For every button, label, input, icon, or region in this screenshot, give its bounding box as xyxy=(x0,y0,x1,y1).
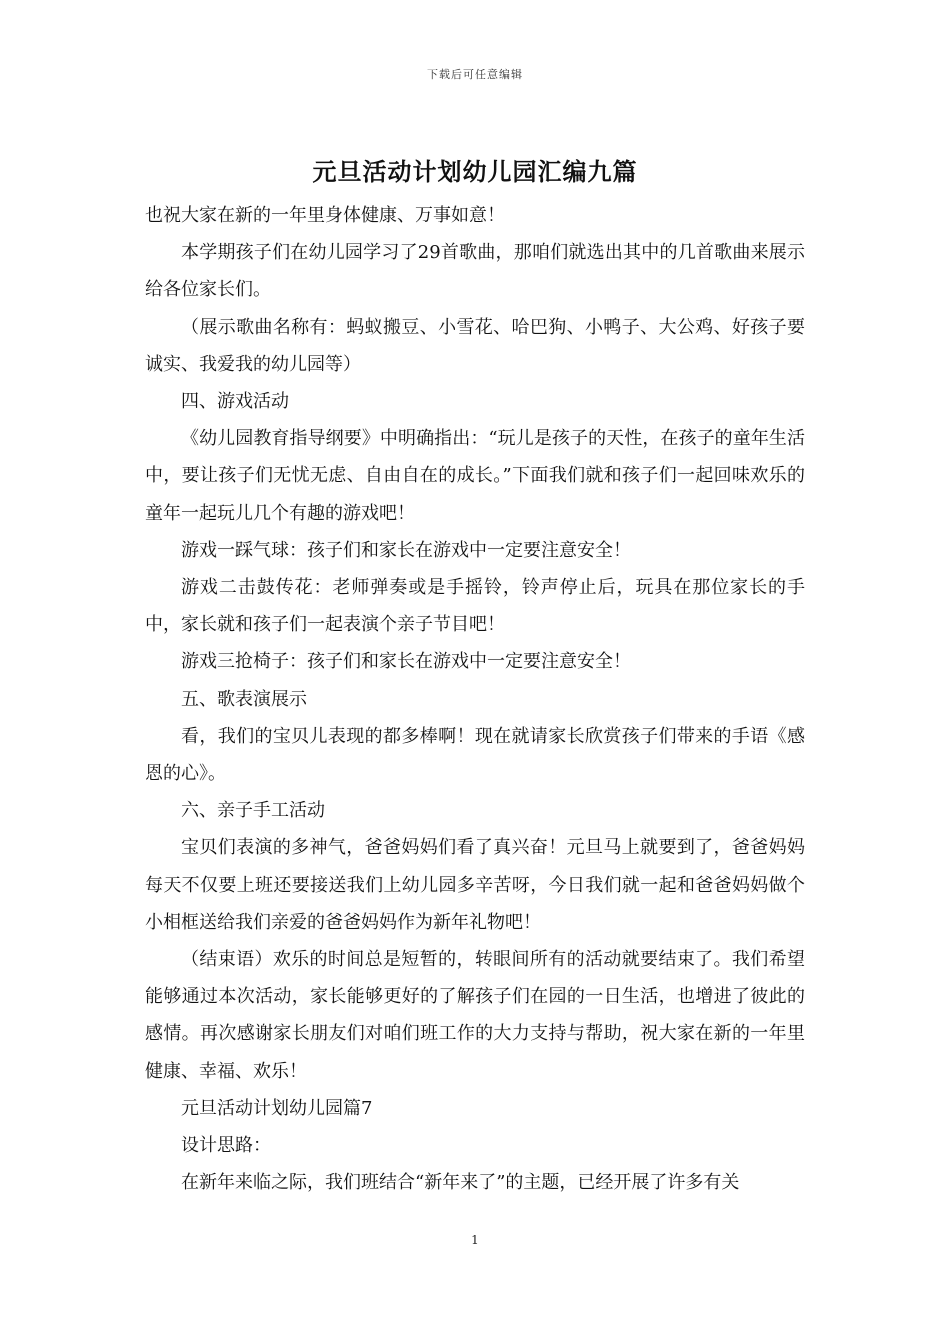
document-title: 元旦活动计划幼儿园汇编九篇 xyxy=(312,157,638,186)
section-heading: 元旦活动计划幼儿园篇7 xyxy=(181,1097,373,1119)
paragraph: 游戏三抢椅子：孩子们和家长在游戏中一定要注意安全！ xyxy=(181,651,631,673)
paragraph: 游戏一踩气球：孩子们和家长在游戏中一定要注意安全！ xyxy=(181,539,631,561)
paragraph: 设计思路： xyxy=(181,1135,271,1157)
paragraph: 看，我们的宝贝儿表现的都多棒啊！现在就请家长欣赏孩子们带来的手语《感恩的心》。 xyxy=(145,725,805,785)
paragraph: 游戏二击鼓传花：老师弹奏或是手摇铃，铃声停止后，玩具在那位家长的手中，家长就和孩子们一起表演个亲子节目吧！ xyxy=(145,577,805,636)
paragraph: 在新年来临之际，我们班结合“新年来了”的主题，已经开展了许多有关 xyxy=(181,1172,740,1194)
document-body xyxy=(145,197,805,1201)
paragraph: （结束语）欢乐的时间总是短暂的，转眼间所有的活动就要结束了。我们希望能够通过本次活动，家长能够更好的了解孩子们在园的一日生活，也增进了彼此的感情。再次感谢家长朋友们对咱们班工作的大力支持与帮助，祝大家在新的一年里健康、幸福、欢乐！ xyxy=(145,949,805,1082)
paragraph: 本学期孩子们在幼儿园学习了29首歌曲，那咱们就选出其中的几首歌曲来展示给各位家长们。 xyxy=(145,242,805,301)
section-heading: 五、歌表演展示 xyxy=(181,688,307,710)
section-heading: 六、亲子手工活动 xyxy=(181,800,325,822)
paragraph: 《幼儿园教育指导纲要》中明确指出：“玩儿是孩子的天性，在孩子的童年生活中，要让孩子们无忧无虑、自由自在的成长。”下面我们就和孩子们一起回味欢乐的童年一起玩儿几个有趣的游戏吧！ xyxy=(145,428,805,524)
paragraph: 也祝大家在新的一年里身体健康、万事如意！ xyxy=(145,205,505,226)
section-heading: 四、游戏活动 xyxy=(181,391,289,413)
paragraph: 宝贝们表演的多神气，爸爸妈妈们看了真兴奋！元旦马上就要到了，爸爸妈妈每天不仅要上班还要接送我们上幼儿园多辛苦呀，今日我们就一起和爸爸妈妈做个小相框送给我们亲爱的爸爸妈妈作为新年礼物吧！ xyxy=(145,837,805,933)
page-header-note: 下载后可任意编辑 xyxy=(427,68,523,81)
paragraph: （展示歌曲名称有：蚂蚁搬豆、小雪花、哈巴狗、小鸭子、大公鸡、好孩子要诚实、我爱我的幼儿园等） xyxy=(145,316,805,375)
page-number: 1 xyxy=(471,1233,479,1247)
